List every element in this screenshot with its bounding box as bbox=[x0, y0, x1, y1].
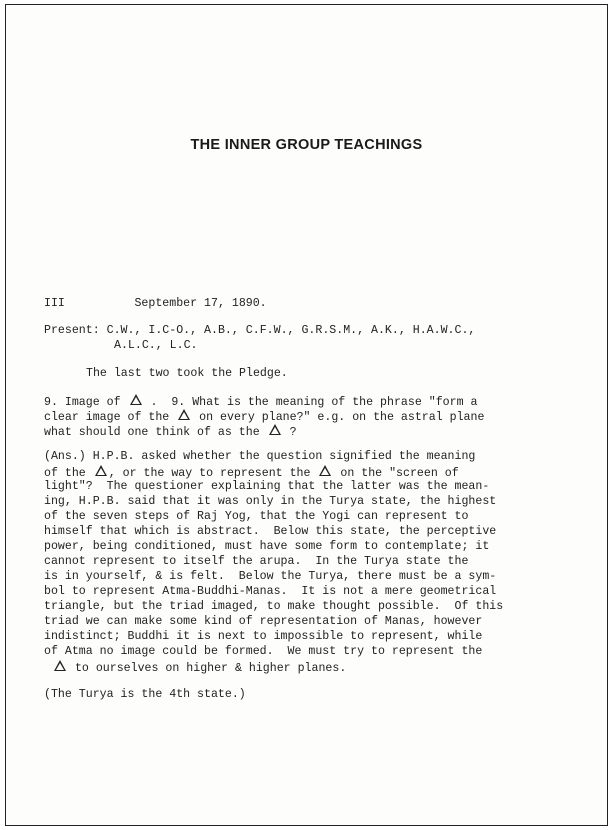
triangle-icon bbox=[267, 424, 283, 441]
answer-line-7: power, being conditioned, must have some form to contemplate; it bbox=[44, 540, 490, 553]
answer-line-3: light"? The questioner explaining that the latter was the mean- bbox=[44, 480, 490, 493]
answer-line-2: of the , or the way to represent the on the "screen of bbox=[44, 467, 459, 480]
triangle-icon bbox=[52, 660, 68, 677]
answer-line-14: of Atma no image could be formed. We must try to represent the bbox=[44, 645, 483, 658]
question-line-2: clear image of the on every plane?" e.g. on the astral plane bbox=[44, 411, 485, 424]
session-date: September 17, 1890. bbox=[134, 297, 267, 310]
answer-line-11: triangle, but the triad imaged, to make thought possible. Of this bbox=[44, 600, 504, 613]
answer-line-13: indistinct; Buddhi it is next to impossible to represent, while bbox=[44, 630, 483, 643]
footnote: (The Turya is the 4th state.) bbox=[44, 688, 246, 701]
section-number: III bbox=[44, 297, 65, 310]
present-line-1 bbox=[44, 324, 475, 339]
session-header bbox=[44, 297, 267, 312]
answer-line-4: ing, H.P.B. said that it was only in the Turya state, the highest bbox=[44, 495, 497, 508]
document-page bbox=[5, 4, 608, 826]
present-label: Present: bbox=[44, 324, 100, 337]
question-line-3: what should one think of as the ? bbox=[44, 426, 297, 439]
answer-line-5: of the seven steps of Raj Yog, that the Yogi can represent to bbox=[44, 510, 469, 523]
answer-line-8: cannot represent to itself the arupa. In the Turya state the bbox=[44, 555, 469, 568]
present-names-1: C.W., I.C-O., A.B., C.F.W., G.R.S.M., A.K., H.A.W.C., bbox=[106, 324, 476, 337]
answer-line-6: himself that which is abstract. Below this state, the perceptive bbox=[44, 525, 497, 538]
answer-line-1: (Ans.) H.P.B. asked whether the question signified the meaning bbox=[44, 450, 476, 463]
answer-line-15: to ourselves on higher & higher planes. bbox=[52, 660, 346, 677]
present-names-2: A.L.C., L.C. bbox=[114, 339, 198, 352]
page-title: THE INNER GROUP TEACHINGS bbox=[190, 137, 423, 153]
answer-line-10: bol to represent Atma-Buddhi-Manas. It is not a mere geometrical bbox=[44, 585, 497, 598]
answer-line-12: triad we can make some kind of representation of Manas, however bbox=[44, 615, 483, 628]
answer-line-9: is in yourself, & is felt. Below the Turya, there must be a sym- bbox=[44, 570, 497, 583]
pledge-note: The last two took the Pledge. bbox=[86, 367, 288, 380]
question-line-1: 9. Image of . 9. What is the meaning of the phrase "form a bbox=[44, 396, 478, 409]
